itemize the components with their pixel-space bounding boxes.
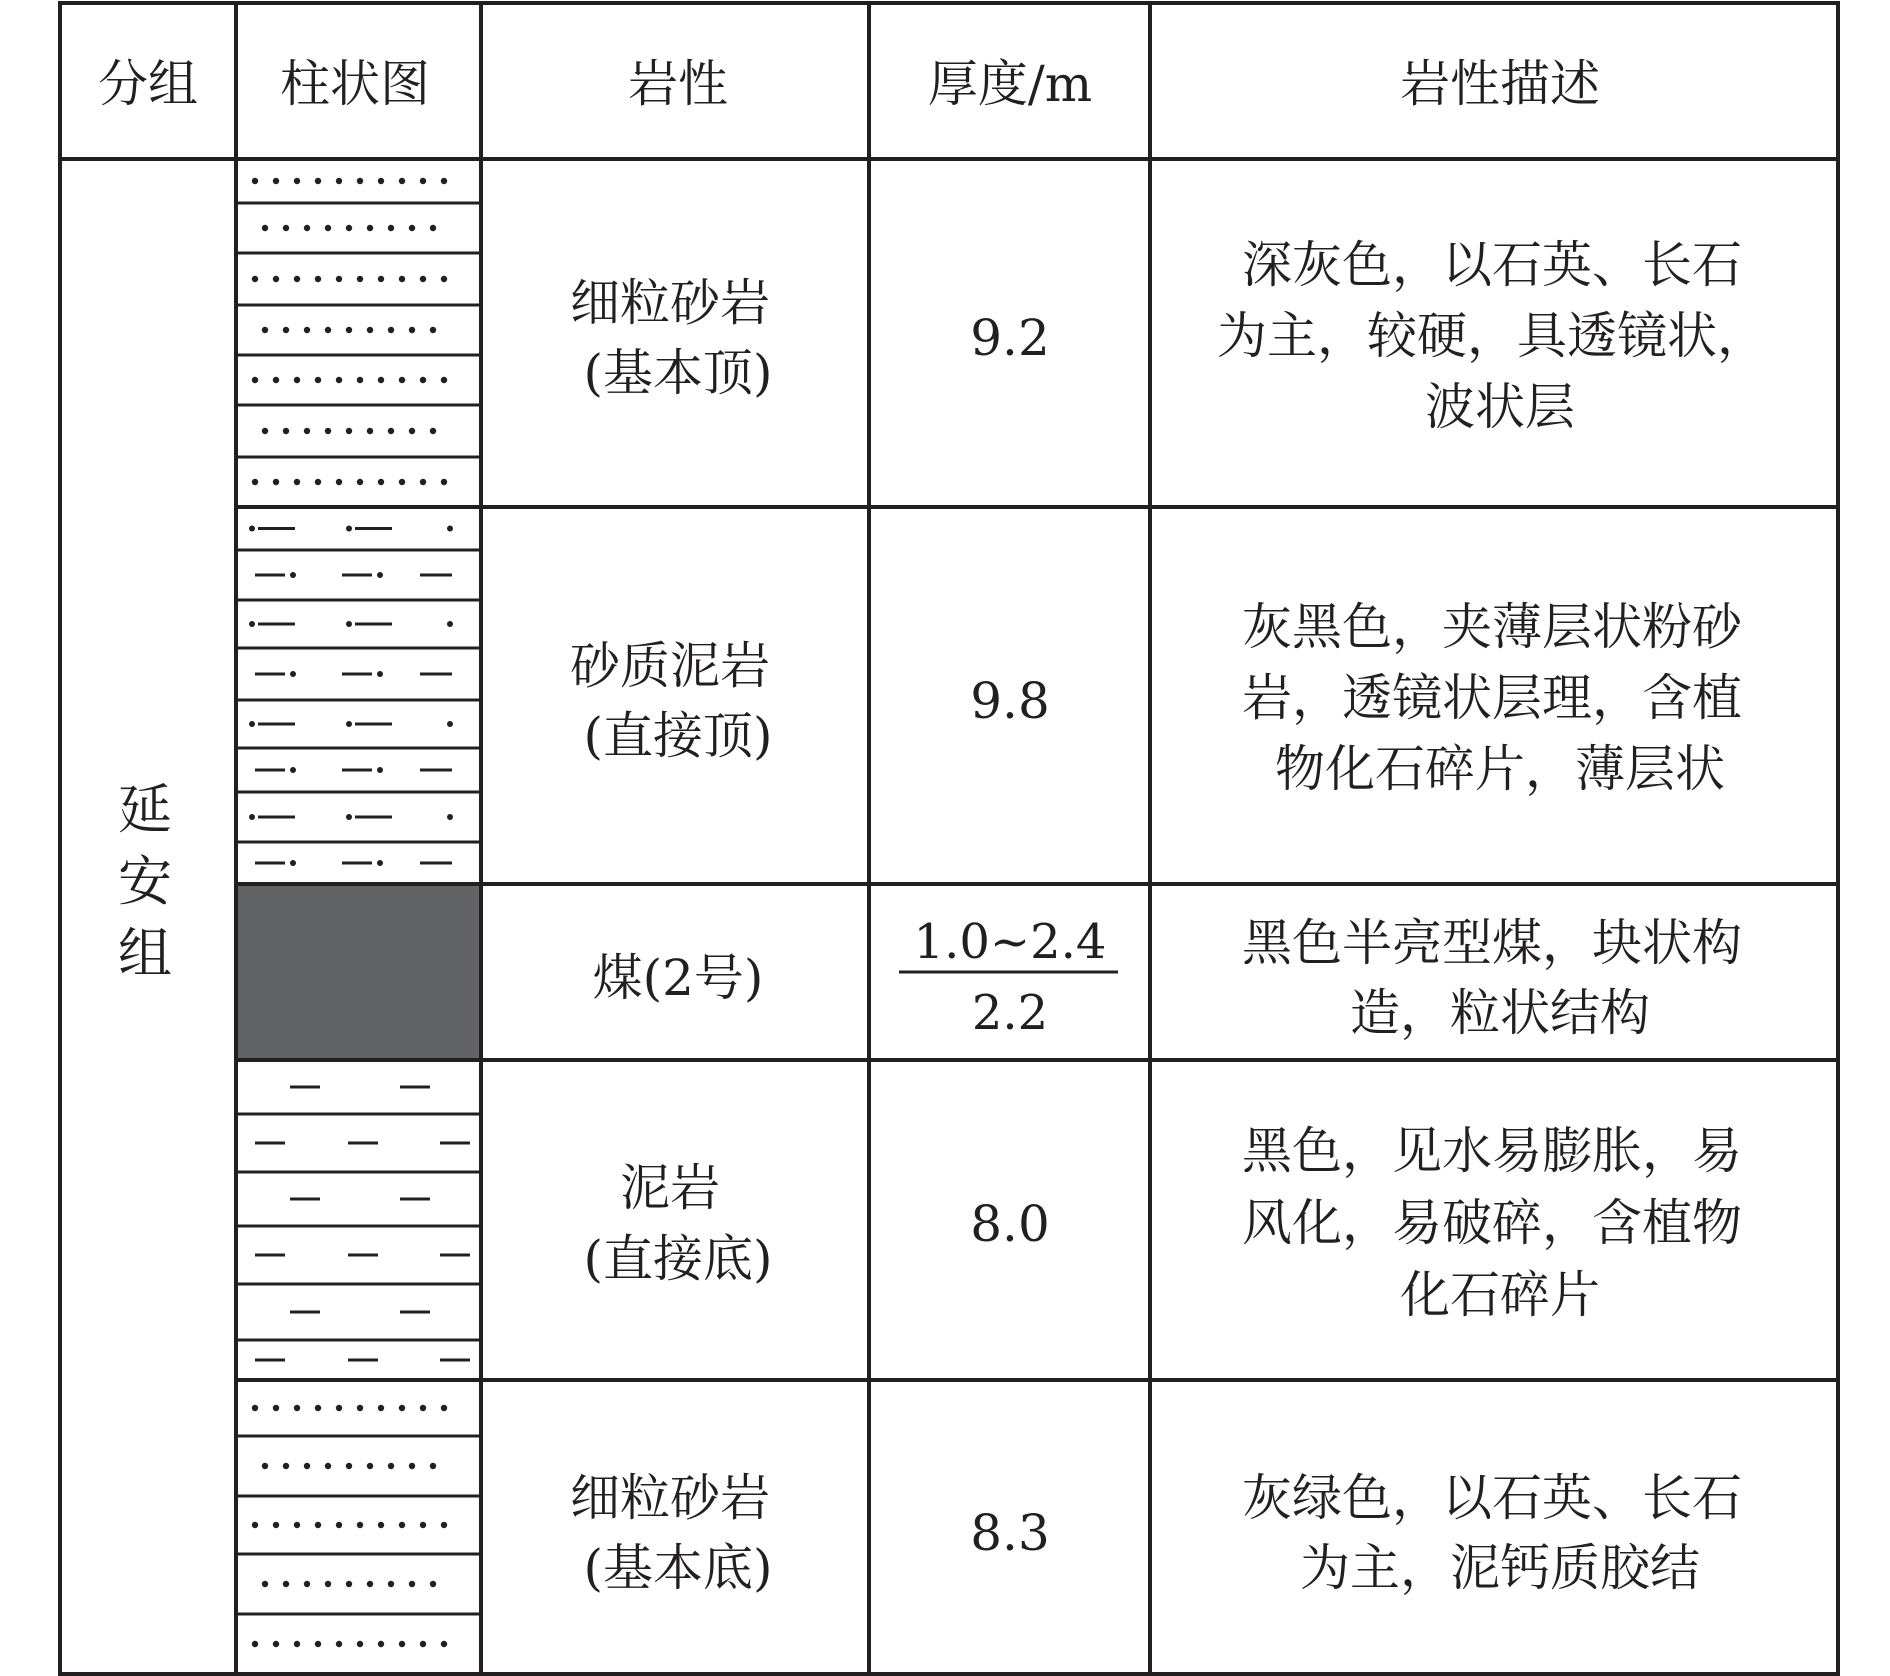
sand-dot bbox=[378, 377, 384, 383]
layer-4-lithology bbox=[583, 1159, 772, 1288]
sand-dot bbox=[336, 377, 342, 383]
layer-4-description-line-2: 风化，易破碎，含植物 bbox=[1242, 1194, 1743, 1252]
formation-name bbox=[118, 778, 172, 985]
silt-dot bbox=[290, 767, 296, 773]
sand-dot bbox=[388, 428, 394, 434]
layer-2-lithology-line-2: (直接顶) bbox=[583, 707, 773, 765]
sand-dot bbox=[304, 225, 310, 231]
sand-dot bbox=[315, 1522, 321, 1528]
layer-4-description-line-3: 化石碎片 bbox=[1400, 1266, 1600, 1324]
header-column: 柱状图 bbox=[280, 55, 430, 113]
sand-dot bbox=[441, 479, 447, 485]
sand-dot bbox=[409, 1581, 415, 1587]
silt-dot bbox=[377, 572, 383, 578]
sand-dot bbox=[441, 1641, 447, 1647]
silt-dot bbox=[447, 526, 453, 532]
silt-dot bbox=[290, 671, 296, 677]
sand-dot bbox=[336, 178, 342, 184]
layer-1-lithology bbox=[570, 274, 786, 402]
layer-1-description-line-3: 波状层 bbox=[1425, 378, 1575, 436]
silt-dot bbox=[447, 814, 453, 820]
layer-2-description-line-3: 物化石碎片，薄层状 bbox=[1275, 740, 1725, 798]
sand-dot bbox=[252, 178, 258, 184]
sand-dot bbox=[325, 428, 331, 434]
sand-dot bbox=[294, 276, 300, 282]
sand-dot bbox=[346, 327, 352, 333]
sand-dot bbox=[262, 1463, 268, 1469]
sand-dot bbox=[304, 327, 310, 333]
sand-dot bbox=[367, 225, 373, 231]
silt-dot bbox=[346, 526, 352, 532]
sand-dot bbox=[357, 1641, 363, 1647]
sand-dot bbox=[441, 178, 447, 184]
sand-dot bbox=[304, 1581, 310, 1587]
sand-dot bbox=[283, 225, 289, 231]
sand-dot bbox=[273, 377, 279, 383]
sand-dot bbox=[273, 1405, 279, 1411]
sand-dot bbox=[304, 1463, 310, 1469]
layer-3-description-line-1: 黑色半亮型煤，块状构 bbox=[1242, 914, 1743, 972]
layer-1-pattern bbox=[236, 178, 481, 485]
sand-dot bbox=[357, 479, 363, 485]
layer-4-description bbox=[1242, 1122, 1758, 1324]
sand-dot bbox=[325, 327, 331, 333]
sand-dot bbox=[367, 1463, 373, 1469]
sand-dot bbox=[441, 377, 447, 383]
layer-4-lithology-line-1: 泥岩 bbox=[620, 1159, 721, 1217]
sand-dot bbox=[399, 479, 405, 485]
formation-name-char: 延 bbox=[118, 778, 172, 841]
layer-3-pattern bbox=[236, 884, 481, 1060]
silt-dot bbox=[377, 767, 383, 773]
sand-dot bbox=[420, 1405, 426, 1411]
layer-2-lithology bbox=[570, 637, 786, 765]
sand-dot bbox=[430, 225, 436, 231]
sand-dot bbox=[336, 1641, 342, 1647]
sand-dot bbox=[346, 1463, 352, 1469]
sand-dot bbox=[283, 1581, 289, 1587]
silt-dot bbox=[249, 621, 255, 627]
layer-5-description-line-2: 为主，泥钙质胶结 bbox=[1300, 1539, 1700, 1597]
silt-dot bbox=[290, 572, 296, 578]
sand-dot bbox=[273, 178, 279, 184]
sand-dot bbox=[430, 1463, 436, 1469]
layer-4-thickness: 8.0 bbox=[970, 1195, 1050, 1253]
sand-dot bbox=[399, 178, 405, 184]
sand-dot bbox=[336, 479, 342, 485]
sand-dot bbox=[252, 1405, 258, 1411]
sand-dot bbox=[441, 276, 447, 282]
layer-3-description bbox=[1242, 914, 1758, 1042]
layer-5-lithology bbox=[570, 1469, 786, 1597]
sand-dot bbox=[399, 1405, 405, 1411]
sand-dot bbox=[357, 276, 363, 282]
sand-dot bbox=[399, 276, 405, 282]
sand-dot bbox=[409, 428, 415, 434]
layer-2-description-line-2: 岩，透镜状层理，含植 bbox=[1242, 669, 1743, 727]
sand-dot bbox=[378, 1641, 384, 1647]
sand-dot bbox=[336, 1405, 342, 1411]
sand-dot bbox=[430, 428, 436, 434]
silt-dot bbox=[249, 526, 255, 532]
sand-dot bbox=[294, 178, 300, 184]
layer-3-thickness-range: 1.0~2.4 bbox=[913, 914, 1107, 970]
sand-dot bbox=[315, 178, 321, 184]
sand-dot bbox=[367, 327, 373, 333]
silt-dot bbox=[249, 814, 255, 820]
layer-5-lithology-line-1: 细粒砂岩 bbox=[570, 1469, 771, 1527]
header-lithology: 岩性 bbox=[628, 55, 728, 113]
layer-1-lithology-line-2: (基本顶) bbox=[583, 344, 773, 402]
layer-2-description bbox=[1242, 598, 1758, 798]
formation-name-char: 安 bbox=[118, 850, 172, 913]
sand-dot bbox=[346, 428, 352, 434]
layer-3-thickness-average: 2.2 bbox=[971, 985, 1049, 1041]
layer-2-pattern bbox=[236, 526, 481, 867]
sand-dot bbox=[357, 1405, 363, 1411]
coal-fill bbox=[236, 884, 481, 1060]
header-group: 分组 bbox=[98, 55, 198, 113]
silt-dot bbox=[346, 621, 352, 627]
layer-3-lithology: 煤(2号) bbox=[592, 949, 764, 1007]
sand-dot bbox=[420, 1641, 426, 1647]
sand-dot bbox=[357, 377, 363, 383]
sand-dot bbox=[420, 479, 426, 485]
sand-dot bbox=[346, 1581, 352, 1587]
sand-dot bbox=[252, 1522, 258, 1528]
sand-dot bbox=[357, 178, 363, 184]
layer-5-thickness: 8.3 bbox=[970, 1504, 1050, 1562]
sand-dot bbox=[252, 1641, 258, 1647]
sand-dot bbox=[294, 1641, 300, 1647]
sand-dot bbox=[441, 1522, 447, 1528]
sand-dot bbox=[399, 377, 405, 383]
layer-4-description-line-1: 黑色，见水易膨胀，易 bbox=[1242, 1122, 1743, 1180]
sand-dot bbox=[378, 1522, 384, 1528]
layer-1-description-line-1: 深灰色，以石英、长石 bbox=[1242, 236, 1743, 294]
sand-dot bbox=[294, 1405, 300, 1411]
sand-dot bbox=[262, 428, 268, 434]
layer-1-description-line-2: 为主，较硬，具透镜状， bbox=[1217, 307, 1768, 365]
sand-dot bbox=[294, 1522, 300, 1528]
column-patterns bbox=[236, 178, 481, 1647]
sand-dot bbox=[283, 1463, 289, 1469]
sand-dot bbox=[252, 377, 258, 383]
formation-name-char: 组 bbox=[118, 922, 172, 985]
sand-dot bbox=[294, 479, 300, 485]
sand-dot bbox=[388, 225, 394, 231]
sand-dot bbox=[409, 1463, 415, 1469]
silt-dot bbox=[346, 721, 352, 727]
sand-dot bbox=[409, 327, 415, 333]
silt-dot bbox=[447, 621, 453, 627]
sand-dot bbox=[420, 377, 426, 383]
silt-dot bbox=[377, 671, 383, 677]
layer-5-lithology-line-2: (基本底) bbox=[583, 1539, 773, 1597]
layer-5-pattern bbox=[236, 1405, 481, 1647]
sand-dot bbox=[315, 377, 321, 383]
sand-dot bbox=[346, 225, 352, 231]
silt-dot bbox=[290, 860, 296, 866]
sand-dot bbox=[399, 1641, 405, 1647]
sand-dot bbox=[430, 327, 436, 333]
sand-dot bbox=[430, 1581, 436, 1587]
sand-dot bbox=[304, 428, 310, 434]
sand-dot bbox=[336, 1522, 342, 1528]
sand-dot bbox=[441, 1405, 447, 1411]
sand-dot bbox=[273, 1522, 279, 1528]
sand-dot bbox=[357, 1522, 363, 1528]
sand-dot bbox=[294, 377, 300, 383]
sand-dot bbox=[367, 1581, 373, 1587]
sand-dot bbox=[283, 428, 289, 434]
sand-dot bbox=[388, 327, 394, 333]
sand-dot bbox=[420, 1522, 426, 1528]
header-thickness: 厚度/m bbox=[927, 55, 1093, 113]
sand-dot bbox=[325, 225, 331, 231]
silt-dot bbox=[377, 860, 383, 866]
sand-dot bbox=[325, 1463, 331, 1469]
layer-2-lithology-line-1: 砂质泥岩 bbox=[570, 637, 771, 695]
layer-2-description-line-1: 灰黑色，夹薄层状粉砂 bbox=[1242, 598, 1743, 656]
sand-dot bbox=[378, 178, 384, 184]
sand-dot bbox=[273, 479, 279, 485]
sand-dot bbox=[315, 276, 321, 282]
layer-5-description-line-1: 灰绿色，以石英、长石 bbox=[1242, 1469, 1743, 1527]
sand-dot bbox=[252, 479, 258, 485]
sand-dot bbox=[409, 225, 415, 231]
sand-dot bbox=[420, 276, 426, 282]
layer-1-thickness: 9.2 bbox=[970, 309, 1050, 367]
sand-dot bbox=[283, 327, 289, 333]
sand-dot bbox=[315, 479, 321, 485]
silt-dot bbox=[346, 814, 352, 820]
sand-dot bbox=[336, 276, 342, 282]
sand-dot bbox=[325, 1581, 331, 1587]
sand-dot bbox=[262, 327, 268, 333]
header-description: 岩性描述 bbox=[1400, 55, 1600, 113]
layer-1-description bbox=[1217, 236, 1783, 436]
sand-dot bbox=[378, 276, 384, 282]
layer-4-lithology-line-2: (直接底) bbox=[583, 1230, 773, 1288]
sand-dot bbox=[399, 1522, 405, 1528]
silt-dot bbox=[447, 721, 453, 727]
sand-dot bbox=[420, 178, 426, 184]
sand-dot bbox=[378, 479, 384, 485]
sand-dot bbox=[388, 1463, 394, 1469]
sand-dot bbox=[262, 1581, 268, 1587]
layer-2-thickness: 9.8 bbox=[970, 672, 1050, 730]
sand-dot bbox=[273, 276, 279, 282]
layer-4-pattern bbox=[236, 1087, 481, 1360]
layer-1-lithology-line-1: 细粒砂岩 bbox=[570, 274, 771, 332]
layer-3-description-line-2: 造，粒状结构 bbox=[1350, 984, 1650, 1042]
sand-dot bbox=[262, 225, 268, 231]
sand-dot bbox=[315, 1405, 321, 1411]
sand-dot bbox=[315, 1641, 321, 1647]
layer-5-description bbox=[1242, 1469, 1758, 1597]
sand-dot bbox=[388, 1581, 394, 1587]
sand-dot bbox=[252, 276, 258, 282]
silt-dot bbox=[249, 721, 255, 727]
sand-dot bbox=[367, 428, 373, 434]
sand-dot bbox=[378, 1405, 384, 1411]
sand-dot bbox=[273, 1641, 279, 1647]
